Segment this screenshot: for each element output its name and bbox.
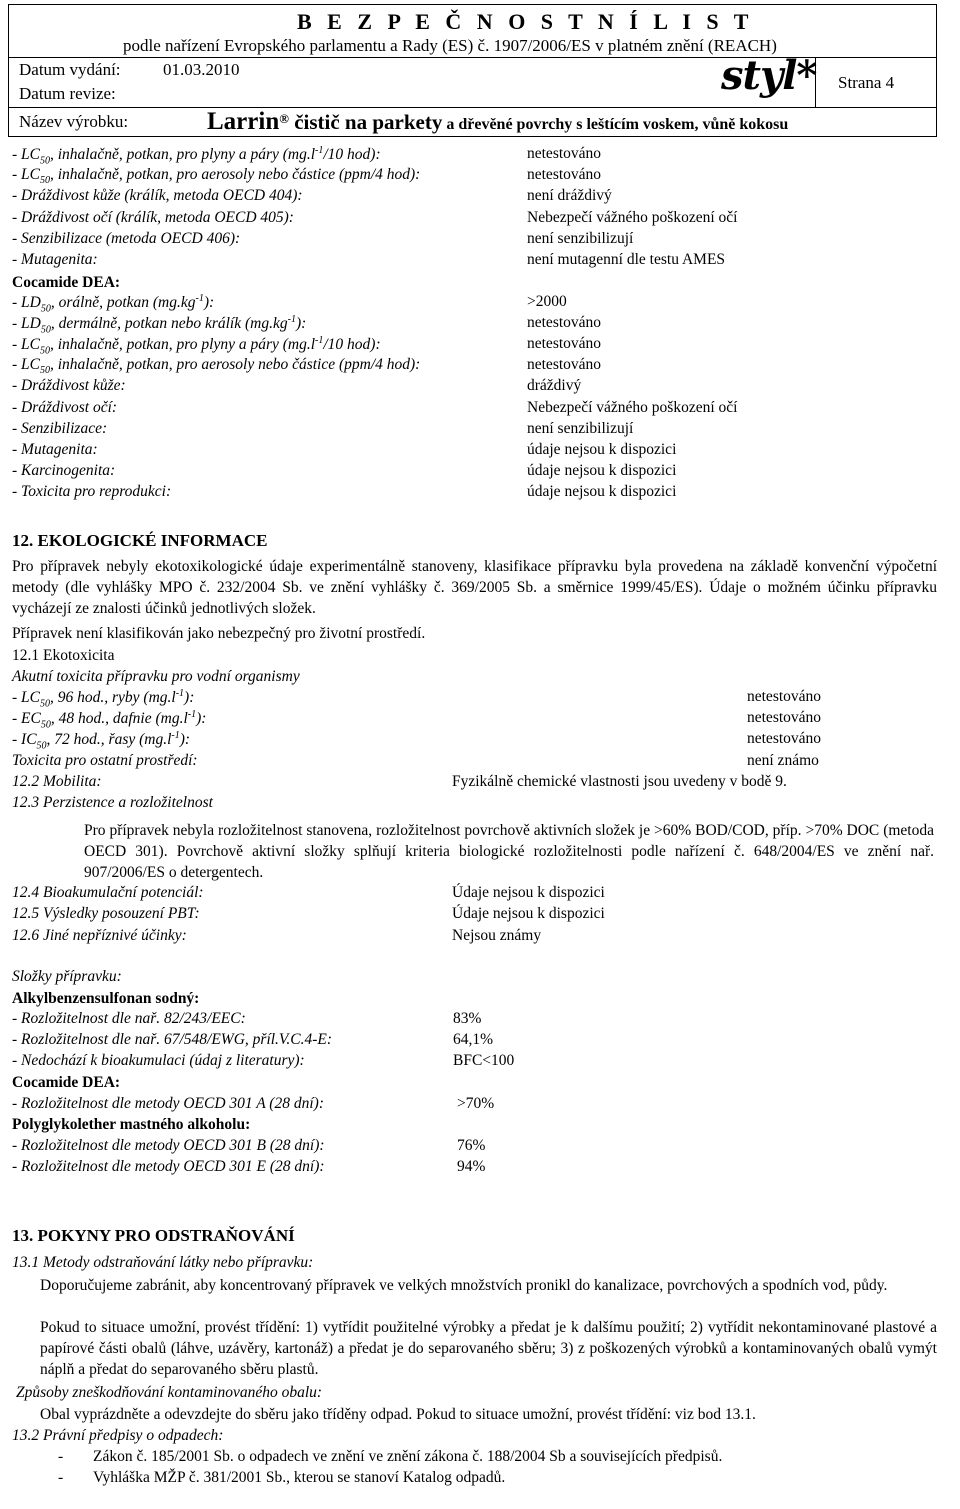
jine-ucinky-value: Nejsou známy [452,927,542,944]
product-label: Název výrobku: [19,112,129,131]
row-label: - Senzibilizace: [12,419,108,437]
slozky-heading: Složky přípravku: [12,968,122,985]
row-label: - $EC_{50}$, 48 hod., dafnie $(mg.l^{-1})$: [12,709,207,731]
row-value: údaje nejsou k dispozici [527,440,677,458]
obal-text: Obal vyprázdněte a odevzdejte do sběru jako tříděny odpad. Pokud to situace umožní, provést třídění: viz bod 13.1. [40,1406,756,1423]
registered-mark: ® [279,110,289,126]
section-12-intro: Pro přípravek nebyly ekotoxikologické údaje experimentálně stanoveny, klasifikace přípravku byla provedena na základě konvenční výpočetní metody (dle vyhlášky MPO č. 232/2004 Sb. ve znění vyhlášky č. 369/2005 Sb. a směrnice 1999/45/ES). Údaje o možném účinku přípravku vycházejí ze znalosti účinků jednotlivých složek. [12,558,937,617]
row-label: - Dráždivost očí (králík, metoda OECD 405): [12,208,294,226]
row-value: >70% [457,1095,495,1112]
pravni-predpisy-label: 13.2 Právní předpisy o odpadech: [12,1427,224,1444]
pbt-value: Údaje nejsou k dispozici [452,905,605,922]
section-12-heading: 12. EKOLOGICKÉ INFORMACE [12,531,268,550]
row-value: 64,1% [453,1031,494,1048]
revision-date-label: Datum revize: [19,84,116,103]
alkyl-heading: Alkylbenzensulfonan sodný: [12,990,200,1007]
row-label: - $LC_{50}$, inhalačně, potkan, pro plyny a páry ($mg.l^{-1}/10$ hod): [12,145,381,167]
row-value: 76% [457,1137,486,1154]
product-name [207,108,788,136]
row-label: - $LD_{50}$, orálně, potkan $(mg.kg^{-1})$: [12,293,215,315]
bullet-dash: - [58,1469,64,1486]
row-value: není senzibilizují [527,419,634,437]
row-value: není dráždivý [527,187,612,205]
cocamide-heading: Cocamide DEA: [12,274,121,291]
row-label: - Rozložitelnost dle nař. 67/548/EWG, příl.V.C.4-E: [12,1031,333,1048]
pbt-label: 12.5 Výsledky posouzení PBT: [12,905,200,922]
metody-p1: Doporučujeme zabránit, aby koncentrovaný přípravek ve velkých množstvích pronikl do kanalizace, povrchových a spodních vod, půdy. [40,1277,888,1294]
row-label: Toxicita pro ostatní prostředí: [12,751,198,769]
cocamide-component-heading: Cocamide DEA: [12,1074,121,1091]
row-label: - $LC_{50}$, inhalačně, potkan, pro aerosoly nebo částice (ppm/4 hod): [12,356,421,377]
document-header [8,4,937,137]
jine-ucinky-label: 12.6 Jiné nepříznivé účinky: [12,927,187,944]
document-title: B E Z P E Č N O S T N Í L I S T [297,9,754,34]
metody-p2: Pokud to situace umožní, provést třídění: 1) vytřídit použitelné výrobky a předat je k dalšímu použití; 2) vytřídit nekontaminované plastové a papírové části obalů (láhve, uzávěry, kartonáž) a předat je do separovaného sběru; 3) z poškozených výrobků a kontaminovaných obalů vymýt náplň a předat do separovaného sběru plastů. [40,1319,937,1378]
row-value: údaje nejsou k dispozici [527,482,677,500]
product-brand: Larrin [207,108,280,135]
row-label: - Dráždivost očí: [12,398,118,416]
pravni-item: Zákon č. 185/2001 Sb. o odpadech ve znění ve znění zákona č. 188/2004 Sb a souvisejících předpisů. [93,1448,723,1465]
row-label: - $LC_{50}$, inhalačně, potkan, pro plyny a páry ($mg.l^{-1}/10$ hod): [12,335,381,357]
regulation-line: podle nařízení Evropského parlamentu a Rady (ES) č. 1907/2006/ES v platném znění (REACH) [123,36,777,55]
row-label: - $LC_{50}$, 96 hod., ryby $(mg.l^{-1})$: [12,688,195,710]
row-value: není senzibilizují [527,229,634,247]
section-13-heading: 13. POKYNY PRO ODSTRAŇOVÁNÍ [12,1226,295,1245]
row-value: Nebezpečí vážného poškození očí [527,208,738,226]
row-label: - Dráždivost kůže (králík, metoda OECD 404): [12,187,303,205]
perzistence-text: Pro přípravek nebyla rozložitelnost stanovena, rozložitelnost povrchově aktivních složek je >60% BOD/COD, příp. >70% DOC (metoda OECD 301). Povrchově aktivní složky splňují kriteria biologické rozložitelnosti podle nařízení č. 648/2004/ES ve znění nař. 907/2006/ES o detergentech. [84,822,934,881]
row-value: netestováno [747,730,822,748]
akutni-toxicita-label: Akutní toxicita přípravku pro vodní organismy [12,668,300,685]
issue-date-label: Datum vydání: [19,60,121,79]
row-label: - Mutagenita: [12,251,98,268]
page-number: Strana 4 [838,73,895,92]
bioakumulace-label: 12.4 Bioakumulační potenciál: [12,884,204,901]
row-label: - Senzibilizace (metoda OECD 406): [12,229,241,247]
bullet-dash: - [58,1448,64,1465]
row-value: Nebezpečí vážného poškození očí [527,398,738,416]
row-label: - Mutagenita: [12,440,98,458]
row-value: netestováno [747,709,822,727]
issue-date: 01.03.2010 [163,60,240,79]
row-value: netestováno [527,356,602,374]
row-value: netestováno [527,145,602,162]
metody-label: 13.1 Metody odstraňování látky nebo přípravku: [12,1254,314,1271]
row-label: - Toxicita pro reprodukci: [12,482,172,500]
row-value: 94% [457,1158,486,1175]
mobilita-label: 12.2 Mobilita: [12,773,102,790]
row-value: údaje nejsou k dispozici [527,461,677,479]
row-value: dráždivý [527,377,582,395]
brand-logo: styl* [721,52,817,99]
row-value: >2000 [527,293,567,310]
product-description: a dřevěné povrchy s leštícím voskem, vůně kokosu [442,116,789,133]
row-value: netestováno [747,688,822,705]
row-label: - Karcinogenita: [12,461,116,479]
row-value: není známo [747,751,819,769]
bioakumulace-value: Údaje nejsou k dispozici [452,884,605,901]
row-label: - Rozložitelnost dle metody OECD 301 B (28 dní): [12,1137,325,1154]
row-value: BFC<100 [453,1052,515,1069]
row-label: - Rozložitelnost dle metody OECD 301 E (28 dní): [12,1158,325,1175]
row-value: není mutagenní dle testu AMES [527,251,726,268]
row-value: 83% [453,1010,482,1027]
row-label: - Nedochází k bioakumulaci (údaj z literatury): [12,1052,305,1069]
mobilita-value: Fyzikálně chemické vlastnosti jsou uvedeny v bodě 9. [452,773,787,790]
row-label: - $LC_{50}$, inhalačně, potkan, pro aerosoly nebo částice (ppm/4 hod): [12,166,421,187]
row-value: netestováno [527,166,602,184]
section-12-classification: Přípravek není klasifikován jako nebezpečný pro životní prostředí. [12,625,426,642]
row-label: - Rozložitelnost dle nař. 82/243/EEC: [12,1010,246,1027]
ekotoxicita-label: 12.1 Ekotoxicita [12,647,115,664]
perzistence-label: 12.3 Perzistence a rozložitelnost [12,794,213,811]
pravni-item: Vyhláška MŽP č. 381/2001 Sb., kterou se stanoví Katalog odpadů. [93,1469,506,1486]
polyglykol-heading: Polyglykolether mastného alkoholu: [12,1116,251,1133]
row-value: netestováno [527,335,602,353]
row-value: netestováno [527,314,602,332]
product-type: čistič na parkety [288,110,443,134]
row-label: - $IC_{50}$, 72 hod., řasy $(mg.l^{-1})$: [12,730,191,752]
obal-label: Způsoby zneškodňování kontaminovaného obalu: [16,1384,323,1401]
row-label: - $LD_{50}$, dermálně, potkan nebo králík $(mg.kg^{-1})$: [12,314,307,336]
row-label: - Rozložitelnost dle metody OECD 301 A (28 dní): [12,1095,324,1112]
row-label: - Dráždivost kůže: [12,377,126,395]
